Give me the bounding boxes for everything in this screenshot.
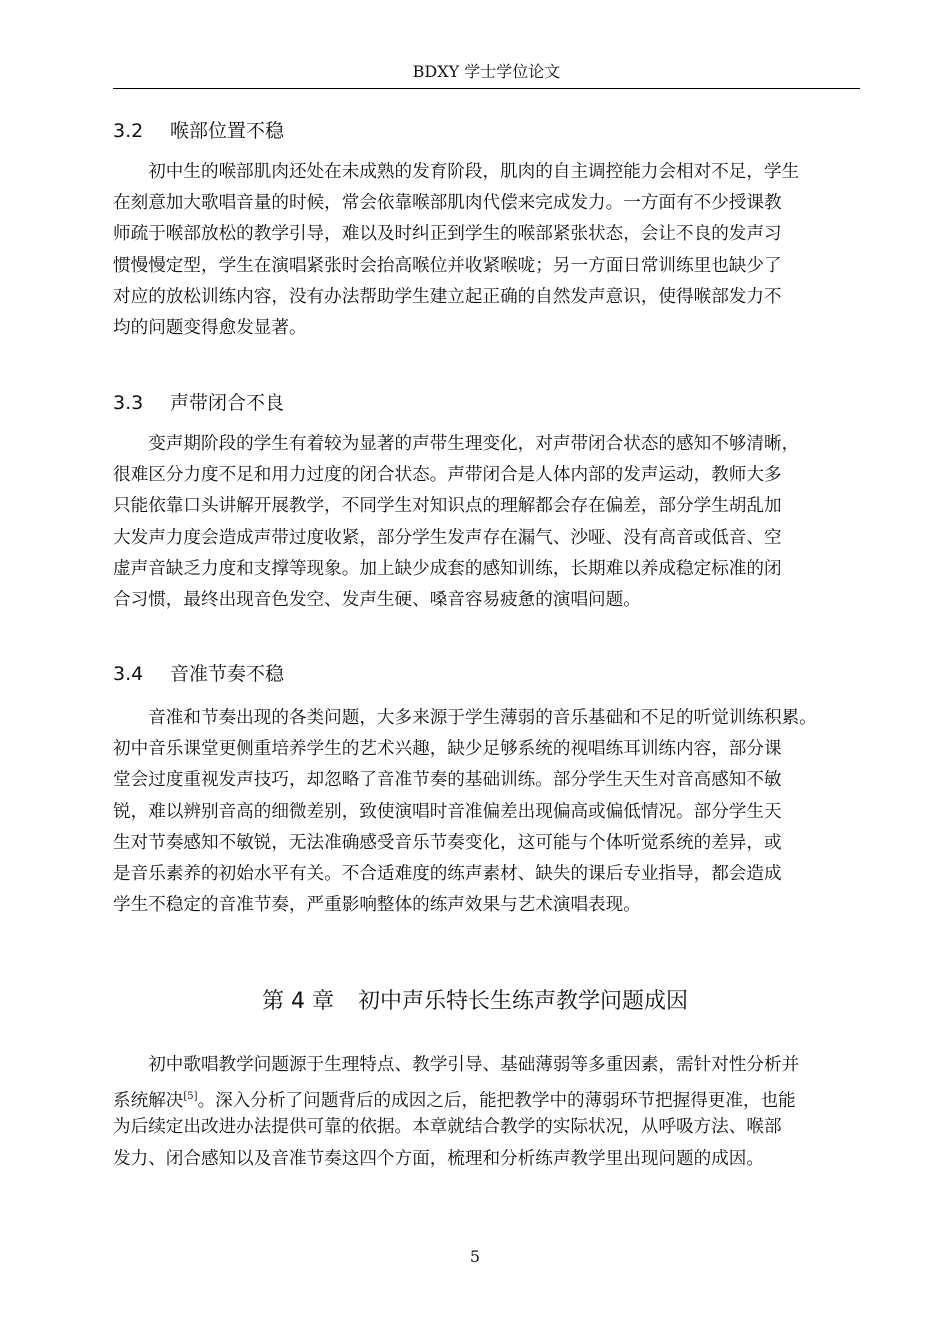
body-line: 很难区分力度不足和用力过度的闭合状态。声带闭合是人体内部的发声运动，教师大多 bbox=[113, 465, 782, 486]
citation-ref: [5] bbox=[183, 1091, 198, 1103]
body-line: 在刻意加大歌唱音量的时候，常会依靠喉部肌肉代偿来完成发力。一方面有不少授课教 bbox=[113, 193, 782, 214]
section-heading-3-4 bbox=[113, 662, 284, 686]
body-line: 均的问题变得愈发显著。 bbox=[113, 317, 307, 338]
text-after-citation: 。深入分析了问题背后的成因之后，能把教学中的薄弱环节把握得更准，也能 bbox=[197, 1091, 796, 1112]
body-line: 对应的放松训练内容，没有办法帮助学生建立起正确的自然发声意识，使得喉部发力不 bbox=[113, 286, 782, 307]
section-body-3-3 bbox=[113, 429, 861, 616]
body-line: 为后续定出改进办法提供可靠的依据。本章就结合教学的实际状况，从呼吸方法、喉部 bbox=[113, 1117, 782, 1138]
body-line: 虚声音缺乏力度和支撑等现象。加上缺少成套的感知训练，长期难以养成稳定标准的闭 bbox=[113, 558, 782, 579]
section-title: 声带闭合不良 bbox=[170, 392, 285, 414]
section-body-3-2 bbox=[113, 157, 861, 344]
body-line: 初中歌唱教学问题源于生理特点、教学引导、基础薄弱等多重因素，需针对性分析并 bbox=[113, 1055, 800, 1075]
header-rule bbox=[113, 88, 860, 89]
body-line: 发力、闭合感知以及音准节奏这四个方面，梳理和分析练声教学里出现问题的成因。 bbox=[113, 1148, 764, 1169]
text-before-citation: 系统解决 bbox=[113, 1091, 184, 1112]
chapter-number: 第 4 章 bbox=[262, 989, 334, 1014]
section-heading-3-3 bbox=[113, 391, 284, 415]
body-line: 学生不稳定的音准节奏，严重影响整体的练声效果与艺术演唱表现。 bbox=[113, 895, 641, 916]
body-line: 音准和节奏出现的各类问题，大多来源于学生薄弱的音乐基础和不足的听觉训练积累。 bbox=[113, 708, 817, 728]
section-title: 喉部位置不稳 bbox=[170, 120, 285, 142]
body-line: 只能依靠口头讲解开展教学，不同学生对知识点的理解都会存在偏差，部分学生胡乱加 bbox=[113, 496, 782, 517]
body-line: 惯慢慢定型，学生在演唱紧张时会抬高喉位并收紧喉咙；另一方面日常训练里也缺少了 bbox=[113, 255, 782, 276]
body-line: 初中音乐课堂更侧重培养学生的艺术兴趣，缺少足够系统的视唱练耳训练内容，部分课 bbox=[113, 739, 782, 760]
body-line: 师疏于喉部放松的教学引导，难以及时纠正到学生的喉部紧张状态，会让不良的发声习 bbox=[113, 224, 782, 245]
section-body-3-4 bbox=[113, 703, 861, 921]
body-line: 是音乐素养的初始水平有关。不合适难度的练声素材、缺失的课后专业指导，都会造成 bbox=[113, 863, 782, 884]
chapter-title: 初中声乐特长生练声教学问题成因 bbox=[357, 989, 688, 1014]
section-number: 3.2 bbox=[113, 120, 144, 142]
body-line: 合习惯，最终出现音色发空、发声生硬、嗓音容易疲惫的演唱问题。 bbox=[113, 589, 641, 610]
body-line: 初中生的喉部肌肉还处在未成熟的发育阶段，肌肉的自主调控能力会相对不足，学生 bbox=[113, 162, 800, 182]
section-title: 音准节奏不稳 bbox=[170, 663, 285, 685]
body-line: 堂会过度重视发声技巧，却忽略了音准节奏的基础训练。部分学生天生对音高感知不敏 bbox=[113, 770, 782, 791]
section-number: 3.4 bbox=[113, 663, 144, 685]
running-header: BDXY 学士学位论文 bbox=[412, 62, 561, 81]
chapter-heading bbox=[0, 988, 950, 1016]
page-number: 5 bbox=[469, 1247, 481, 1266]
body-line: 生对节奏感知不敏锐，无法准确感受音乐节奏变化，这可能与个体听觉系统的差异，或 bbox=[113, 832, 782, 853]
chapter-intro bbox=[113, 1050, 861, 1175]
body-line: 变声期阶段的学生有着较为显著的声带生理变化，对声带闭合状态的感知不够清晰， bbox=[113, 434, 800, 454]
section-heading-3-2 bbox=[113, 119, 284, 143]
body-line-with-citation bbox=[113, 1081, 861, 1112]
body-line: 大发声力度会造成声带过度收紧，部分学生发声存在漏气、沙哑、没有高音或低音、空 bbox=[113, 527, 782, 548]
section-number: 3.3 bbox=[113, 392, 144, 414]
body-line: 锐，难以辨别音高的细微差别，致使演唱时音准偏差出现偏高或偏低情况。部分学生天 bbox=[113, 801, 782, 822]
